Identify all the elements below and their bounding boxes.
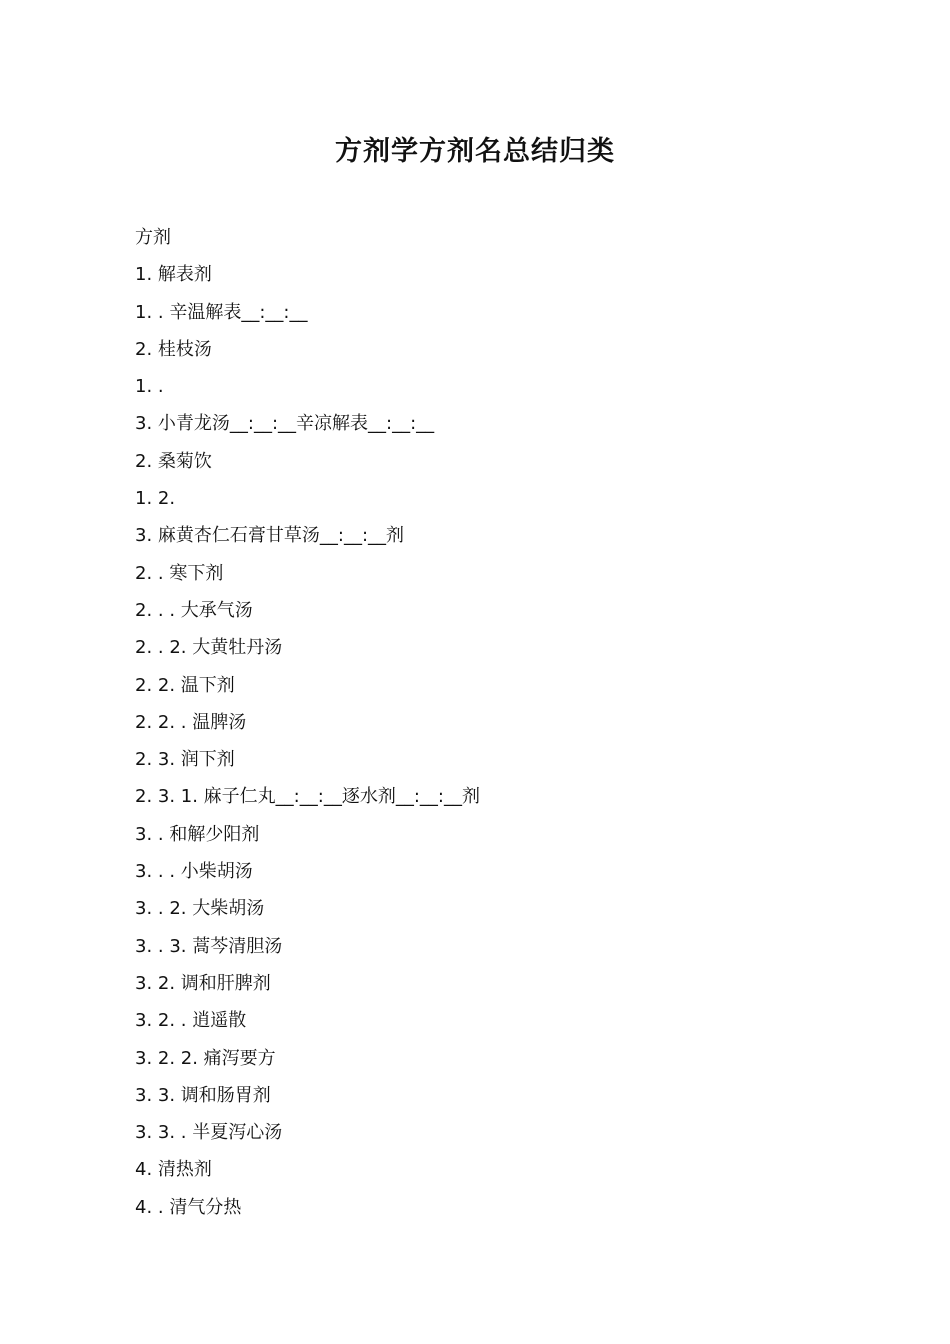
text-line: 3. . 2. 大柴胡汤 [135, 898, 265, 920]
text-line: 2. 桂枝汤 [135, 338, 212, 360]
text-line: 3. 2. . 逍遥散 [135, 1010, 247, 1032]
text-line: 4. . 清气分热 [135, 1196, 242, 1218]
text-line: 3. 2. 调和肝脾剂 [135, 972, 271, 994]
text-line: 2. 桑菊饮 [135, 450, 212, 472]
text-line: 1. 解表剂 [135, 264, 212, 286]
text-line: 4. 清热剂 [135, 1159, 212, 1181]
text-line: 2. 3. 润下剂 [135, 749, 235, 771]
text-line: 1. . [135, 376, 164, 398]
text-line: 2. 3. 1. 麻子仁丸__:__:__逐水剂__:__:__剂 [135, 786, 480, 808]
text-line: 2. 2. . 温脾汤 [135, 711, 247, 733]
text-line: 3. 2. 2. 痛泻要方 [135, 1047, 276, 1069]
text-line: 3. 麻黄杏仁石膏甘草汤__:__:__剂 [135, 525, 405, 547]
text-line: 3. . 和解少阳剂 [135, 823, 260, 845]
text-line: 2. . . 大承气汤 [135, 599, 253, 621]
document-body [135, 224, 835, 1231]
text-line: 1. 2. [135, 488, 176, 510]
text-line: 2. . 2. 大黄牡丹汤 [135, 637, 283, 659]
text-line: 3. 3. 调和肠胃剂 [135, 1084, 271, 1106]
text-line: 3. . . 小柴胡汤 [135, 861, 253, 883]
text-line: 方剂 [135, 227, 171, 248]
text-line: 3. 小青龙汤__:__:__辛凉解表__:__:__ [135, 413, 435, 435]
text-line: 3. . 3. 蒿芩清胆汤 [135, 935, 283, 957]
text-line: 2. . 寒下剂 [135, 562, 224, 584]
text-line: 2. 2. 温下剂 [135, 674, 235, 696]
text-line: 3. 3. . 半夏泻心汤 [135, 1122, 283, 1144]
text-line: 1. . 辛温解表__:__:__ [135, 301, 308, 323]
document-title: 方剂学方剂名总结归类 [335, 136, 615, 167]
